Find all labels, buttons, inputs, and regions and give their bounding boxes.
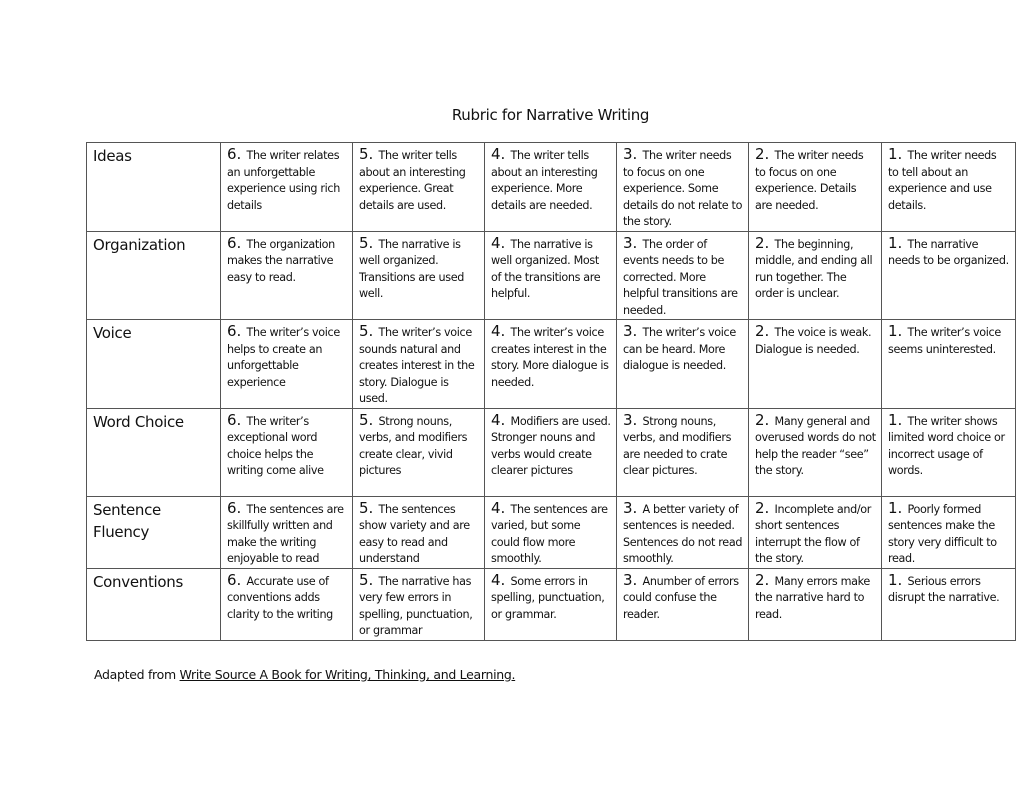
score-number: 4. xyxy=(491,322,506,340)
table-row xyxy=(87,143,1016,232)
score-number: 1. xyxy=(888,570,903,589)
table-row xyxy=(87,320,1016,409)
table-row xyxy=(87,231,1016,320)
score-number: 3. xyxy=(623,498,638,517)
score-description: Strong nouns, verbs, and modifiers are needed to crate clear pictures. xyxy=(623,414,732,477)
score-number: 5. xyxy=(359,233,374,252)
score-number: 5. xyxy=(359,322,374,340)
score-description: The writer tells about an interesting experience. More details are needed. xyxy=(491,149,598,212)
score-description: Accurate use of conventions adds clarity to the writing xyxy=(227,574,333,621)
score-cell xyxy=(221,408,353,496)
score-description: The organization makes the narrative easy to read. xyxy=(227,237,335,284)
score-cell xyxy=(882,143,1016,232)
score-number: 6. xyxy=(227,233,242,252)
score-number: 4. xyxy=(491,498,506,517)
score-number: 2. xyxy=(755,498,770,517)
score-description: The writer needs to focus on one experience. Details are needed. xyxy=(755,149,864,212)
score-cell xyxy=(617,496,749,568)
score-description: Modifiers are used. Stronger nouns and verbs would create clearer pictures xyxy=(491,414,611,477)
score-cell xyxy=(749,496,882,568)
score-number: 2. xyxy=(755,233,770,252)
score-description: Some errors in spelling, punctuation, or grammar. xyxy=(491,574,605,621)
score-number: 5. xyxy=(359,145,374,163)
score-number: 5. xyxy=(359,570,374,589)
score-number: 3. xyxy=(623,570,638,589)
score-number: 3. xyxy=(623,410,638,429)
score-description: The writer relates an unforgettable experience using rich details xyxy=(227,149,340,212)
page-title: Rubric for Narrative Writing xyxy=(451,106,650,124)
table-row xyxy=(87,568,1016,640)
score-cell xyxy=(485,568,617,640)
category-cell: Word Choice xyxy=(87,408,221,496)
score-number: 2. xyxy=(755,322,770,340)
score-description: The voice is weak. Dialogue is needed. xyxy=(755,326,872,356)
score-cell xyxy=(221,143,353,232)
score-description: The sentences show variety and are easy to read and understand xyxy=(359,502,470,565)
score-description: The writer’s voice sounds natural and creates interest in the story. Dialogue is used. xyxy=(359,326,475,405)
score-description: The sentences are varied, but some could flow more smoothly. xyxy=(491,502,608,565)
table-row xyxy=(87,408,1016,496)
score-description: The writer tells about an interesting experience. Great details are used. xyxy=(359,149,466,212)
score-number: 6. xyxy=(227,145,242,163)
score-cell xyxy=(485,496,617,568)
score-description: Poorly formed sentences make the story very difficult to read. xyxy=(888,502,997,565)
category-cell: Voice xyxy=(87,320,221,409)
score-cell xyxy=(485,320,617,409)
score-cell xyxy=(617,568,749,640)
score-description: The writer’s voice helps to create an unforgettable experience xyxy=(227,326,340,389)
score-number: 5. xyxy=(359,410,374,429)
score-cell xyxy=(617,320,749,409)
category-cell: Conventions xyxy=(87,568,221,640)
score-number: 1. xyxy=(888,145,903,163)
score-description: Incomplete and/or short sentences interrupt the flow of the story. xyxy=(755,502,872,565)
score-description: The sentences are skillfully written and make the writing enjoyable to read xyxy=(227,502,344,565)
score-description: The writer shows limited word choice or incorrect usage of words. xyxy=(888,414,1005,477)
score-number: 3. xyxy=(623,233,638,252)
rubric-table xyxy=(86,142,1016,641)
score-number: 5. xyxy=(359,498,374,517)
score-number: 4. xyxy=(491,233,506,252)
score-description: The writer’s voice seems uninterested. xyxy=(888,326,1001,356)
score-cell xyxy=(749,231,882,320)
score-cell xyxy=(617,231,749,320)
score-number: 4. xyxy=(491,570,506,589)
score-description: The narrative has very few errors in spelling, punctuation, or grammar xyxy=(359,574,473,637)
score-number: 4. xyxy=(491,410,506,429)
score-cell xyxy=(749,568,882,640)
score-number: 6. xyxy=(227,322,242,340)
score-number: 4. xyxy=(491,145,506,163)
score-cell xyxy=(353,568,485,640)
score-cell xyxy=(353,143,485,232)
category-cell: Organization xyxy=(87,231,221,320)
score-cell xyxy=(221,496,353,568)
score-cell xyxy=(221,320,353,409)
footer-prefix: Adapted from xyxy=(94,667,180,682)
score-number: 2. xyxy=(755,145,770,163)
score-number: 3. xyxy=(623,322,638,340)
score-description: The narrative is well organized. Most of the transitions are helpful. xyxy=(491,237,601,300)
table-row xyxy=(87,496,1016,568)
score-cell xyxy=(749,143,882,232)
score-number: 6. xyxy=(227,410,242,429)
score-number: 1. xyxy=(888,233,903,252)
score-cell xyxy=(221,568,353,640)
score-description: The writer needs to focus on one experience. Some details do not relate to the story. xyxy=(623,149,743,228)
score-description: The order of events needs to be corrected. More helpful transitions are needed. xyxy=(623,237,738,317)
score-cell xyxy=(353,408,485,496)
score-number: 6. xyxy=(227,570,242,589)
score-cell xyxy=(882,496,1016,568)
score-description: A better variety of sentences is needed. Sentences do not read smoothly. xyxy=(623,502,743,565)
score-description: Many errors make the narrative hard to read. xyxy=(755,574,870,621)
score-description: Many general and overused words do not help the reader “see” the story. xyxy=(755,414,876,477)
score-description: The beginning, middle, and ending all run together. The order is unclear. xyxy=(755,237,873,300)
score-cell xyxy=(353,320,485,409)
footer-attribution xyxy=(94,667,515,682)
score-cell xyxy=(749,320,882,409)
score-cell xyxy=(485,231,617,320)
category-cell: Ideas xyxy=(87,143,221,232)
score-cell xyxy=(353,496,485,568)
score-cell xyxy=(485,408,617,496)
score-cell xyxy=(882,320,1016,409)
score-number: 3. xyxy=(623,145,638,163)
score-number: 6. xyxy=(227,498,242,517)
score-number: 1. xyxy=(888,410,903,429)
score-description: The writer’s voice creates interest in the story. More dialogue is needed. xyxy=(491,326,609,389)
score-cell xyxy=(882,568,1016,640)
score-description: Anumber of errors could confuse the reader. xyxy=(623,574,739,621)
score-cell xyxy=(221,231,353,320)
score-number: 1. xyxy=(888,322,903,340)
category-cell: Sentence Fluency xyxy=(87,496,221,568)
score-description: Strong nouns, verbs, and modifiers create clear, vivid pictures xyxy=(359,414,468,477)
score-description: The narrative is well organized. Transitions are used well. xyxy=(359,237,465,300)
score-cell xyxy=(485,143,617,232)
score-description: The narrative needs to be organized. xyxy=(888,237,1009,267)
score-cell xyxy=(353,231,485,320)
score-description: The writer’s voice can be heard. More dialogue is needed. xyxy=(623,326,736,372)
score-cell xyxy=(749,408,882,496)
score-cell xyxy=(617,408,749,496)
score-description: Serious errors disrupt the narrative. xyxy=(888,574,1000,604)
score-number: 2. xyxy=(755,570,770,589)
score-cell xyxy=(882,408,1016,496)
score-number: 2. xyxy=(755,410,770,429)
score-cell xyxy=(882,231,1016,320)
score-number: 1. xyxy=(888,498,903,517)
footer-source: Write Source A Book for Writing, Thinking, and Learning. xyxy=(179,667,516,682)
score-cell xyxy=(617,143,749,232)
score-description: The writer’s exceptional word choice helps the writing come alive xyxy=(227,414,324,477)
score-description: The writer needs to tell about an experience and use details. xyxy=(888,149,997,212)
